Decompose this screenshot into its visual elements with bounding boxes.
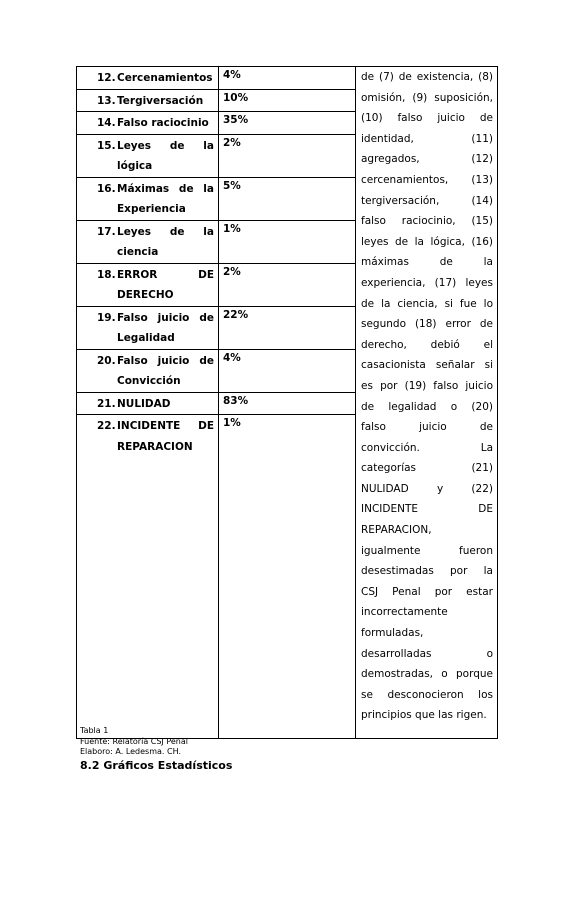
category-cell bbox=[77, 392, 219, 415]
category-label-line: lógica bbox=[117, 160, 153, 172]
percentage-cell: 83% bbox=[219, 392, 356, 415]
category-label-line: ciencia bbox=[117, 246, 159, 258]
description-line: casacionista señalar si bbox=[361, 359, 493, 372]
category-label-line: Leyes de la bbox=[117, 225, 214, 238]
section-heading: 8.2 Gráficos Estadísticos bbox=[80, 759, 233, 772]
description-line: agregados, (12) bbox=[361, 153, 493, 166]
percentage-cell: 4% bbox=[219, 349, 356, 392]
description-line: experiencia, (17) leyes bbox=[361, 276, 493, 289]
table-notes bbox=[80, 726, 188, 758]
description-line: es por (19) falso juicio bbox=[361, 379, 493, 392]
description-line: de (7) de existencia, (8) bbox=[361, 71, 493, 83]
category-cell bbox=[77, 263, 219, 306]
percentage-cell: 5% bbox=[219, 177, 356, 220]
description-line: categorías (21) bbox=[361, 462, 493, 475]
category-number: 15. bbox=[97, 139, 116, 152]
description-line: igualmente fueron bbox=[361, 544, 493, 557]
description-line: (10) falso juicio de bbox=[361, 112, 493, 125]
category-label-line: Máximas de la bbox=[117, 182, 214, 195]
category-cell bbox=[77, 134, 219, 177]
description-line: identidad, (11) bbox=[361, 132, 493, 145]
category-label bbox=[117, 308, 214, 349]
description-line: principios que las rigen. bbox=[361, 709, 487, 722]
category-label bbox=[117, 113, 214, 134]
category-label bbox=[117, 222, 214, 263]
category-label bbox=[117, 136, 214, 177]
category-cell bbox=[77, 67, 219, 90]
description-line: derecho, debió el bbox=[361, 338, 493, 351]
description-line: máximas de la bbox=[361, 256, 493, 269]
description-line: de la ciencia, si fue lo bbox=[361, 297, 493, 310]
description-line: segundo (18) error de bbox=[361, 318, 493, 331]
description-line: omisión, (9) suposición, bbox=[361, 91, 493, 104]
description-line: CSJ Penal por estar bbox=[361, 585, 493, 598]
category-label-line: DERECHO bbox=[117, 289, 174, 301]
category-label-line: Experiencia bbox=[117, 203, 186, 215]
category-label bbox=[117, 68, 214, 89]
category-label bbox=[117, 265, 214, 306]
description-line: falso raciocinio, (15) bbox=[361, 215, 493, 228]
category-number: 20. bbox=[97, 354, 116, 367]
description-line: leyes de la lógica, (16) bbox=[361, 235, 493, 248]
category-number: 22. bbox=[97, 420, 116, 432]
category-number: 21. bbox=[97, 397, 116, 410]
category-number: 16. bbox=[97, 182, 116, 195]
description-line: desestimadas por la bbox=[361, 565, 493, 578]
category-label-line: Falso juicio de bbox=[117, 311, 214, 324]
description-line: formuladas, bbox=[361, 627, 424, 640]
table-source: Fuente: Relatoría CSJ Penal bbox=[80, 736, 188, 746]
category-label bbox=[117, 179, 214, 220]
category-cell bbox=[77, 112, 219, 135]
category-label-line: INCIDENTE DE bbox=[117, 420, 214, 432]
description-cell bbox=[356, 67, 498, 739]
description-line: NULIDAD y (22) bbox=[361, 482, 493, 495]
category-label-line: Convicción bbox=[117, 375, 181, 387]
category-cell bbox=[77, 89, 219, 112]
category-label-line: Legalidad bbox=[117, 332, 175, 344]
category-cell bbox=[77, 415, 219, 739]
category-label bbox=[117, 416, 214, 457]
category-cell bbox=[77, 220, 219, 263]
category-label-line: Falso raciocinio bbox=[117, 117, 209, 129]
category-label-line: REPARACION bbox=[117, 440, 193, 453]
category-label bbox=[117, 351, 214, 392]
description-line: se desconocieron los bbox=[361, 688, 493, 701]
description-line: REPARACION, bbox=[361, 524, 432, 537]
category-label-line: NULIDAD bbox=[117, 397, 171, 410]
category-number: 14. bbox=[97, 117, 116, 129]
data-table-container bbox=[76, 66, 497, 724]
table-author: Elaboro: A. Ledesma. CH. bbox=[80, 747, 182, 756]
category-label-line: ERROR DE bbox=[117, 268, 214, 281]
category-number: 19. bbox=[97, 311, 116, 324]
category-number: 18. bbox=[97, 268, 116, 281]
description-line: INCIDENTE DE bbox=[361, 503, 493, 516]
category-cell bbox=[77, 349, 219, 392]
percentage-cell: 2% bbox=[219, 134, 356, 177]
category-label-line: Falso juicio de bbox=[117, 354, 214, 367]
percentage-cell: 1% bbox=[219, 415, 356, 739]
description-line: cercenamientos, (13) bbox=[361, 173, 493, 186]
percentage-cell: 35% bbox=[219, 112, 356, 135]
category-number: 13. bbox=[97, 94, 116, 107]
category-label bbox=[117, 394, 214, 415]
description-line: convicción. La bbox=[361, 441, 493, 454]
table-label: Tabla 1 bbox=[80, 726, 109, 735]
description-line: falso juicio de bbox=[361, 421, 493, 434]
percentage-cell: 4% bbox=[219, 67, 356, 90]
description-line: incorrectamente bbox=[361, 606, 448, 619]
category-label bbox=[117, 91, 214, 112]
category-number: 17. bbox=[97, 225, 116, 238]
description-line: demostradas, o porque bbox=[361, 668, 493, 681]
percentage-cell: 10% bbox=[219, 89, 356, 112]
category-number: 12. bbox=[97, 72, 116, 84]
percentage-cell: 1% bbox=[219, 220, 356, 263]
description-line: de legalidad o (20) bbox=[361, 400, 493, 413]
category-label-line: Tergiversación bbox=[117, 94, 204, 107]
category-cell bbox=[77, 306, 219, 349]
description-line: tergiversación, (14) bbox=[361, 194, 493, 207]
percentage-cell: 22% bbox=[219, 306, 356, 349]
percentage-cell: 2% bbox=[219, 263, 356, 306]
category-cell bbox=[77, 177, 219, 220]
categories-table bbox=[76, 66, 498, 739]
table-row bbox=[77, 67, 498, 90]
description-line: desarrolladas o bbox=[361, 647, 493, 660]
category-label-line: Leyes de la bbox=[117, 139, 214, 152]
category-label-line: Cercenamientos bbox=[117, 72, 213, 84]
